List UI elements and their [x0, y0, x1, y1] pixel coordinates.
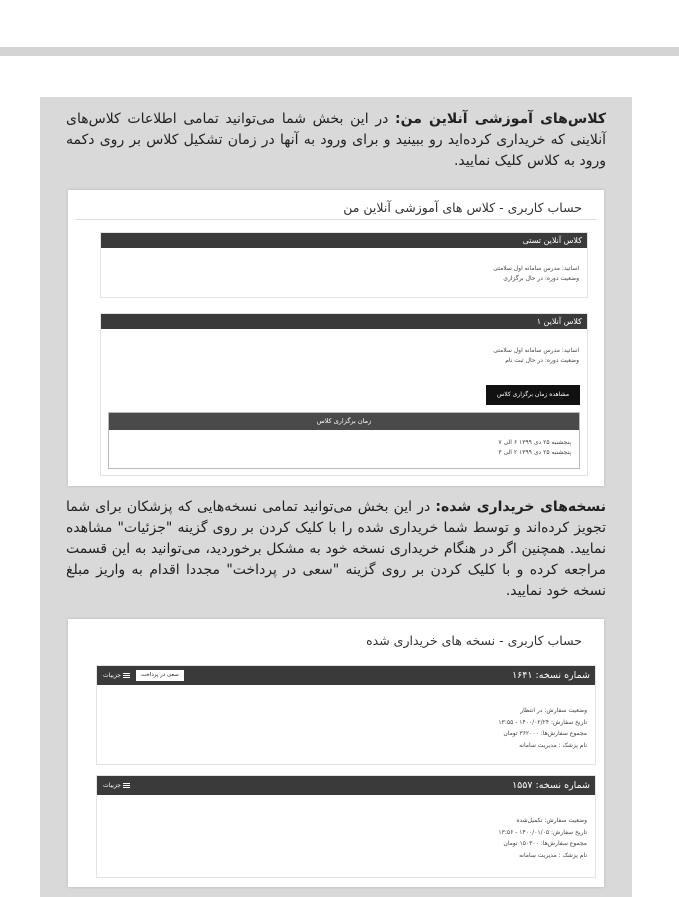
section-text-classes: در این بخش شما می‌توانید تمامی اطلاعات کلاس‌های آنلاینی که خریداری کرده‌اید رو ببینید و برای ورود به آنها در زمان تشکیل کلاس بر روی دکمه ورود به کلاس کلیک نمایید.: [66, 111, 606, 169]
retry-payment-button[interactable]: سعی در پرداخت: [136, 670, 184, 681]
schedule-header: زمان برگزاری کلاس: [109, 413, 579, 430]
title-divider: [76, 219, 596, 220]
class-card-body: [101, 248, 587, 284]
prescription-card-1557: [96, 775, 596, 878]
prescription-actions: [103, 668, 184, 683]
order-date: تاریخ سفارش: ۱۴۰۰/۰۲/۲۴ - ۱۳:۵۵: [498, 718, 587, 726]
section-heading-classes: کلاس‌های آموزشی آنلاین من:: [395, 111, 606, 127]
doctor-name: نام پزشک : مدیریت سامانه: [519, 741, 587, 749]
class-card-body: [101, 329, 587, 366]
screenshot-online-classes: [68, 190, 604, 486]
class-title: کلاس آنلاین ۱: [536, 317, 582, 326]
section-text-prescriptions: در این بخش می‌توانید تمامی نسخه‌هایی که پزشکان برای شما تجویز کرده‌اند و توسط شما خریداری شده را با کلیک کردن بر روی گزینه "جزئیات" مشاهده نمایید. همچنین اگر در هنگام خریداری نسخه خود به مشکل برخوردید، می‌توانید به این قسمت مراجعه کرده و با کلیک کردن بر روی گزینه "سعی در پرداخت" مجددا اقدام به واریز مبلغ نسخه خود نمایید.: [66, 499, 606, 599]
prescription-header: [97, 776, 595, 795]
prescription-body: [97, 795, 595, 861]
schedule-list: [109, 430, 579, 458]
details-label: جزییات: [103, 672, 121, 679]
order-status: وضعیت سفارش: در انتظار: [520, 707, 587, 714]
class-status: وضعیت دوره: در حال برگزاری: [503, 275, 579, 282]
view-schedule-button[interactable]: مشاهده زمان برگزاری کلاس: [486, 385, 580, 405]
details-link[interactable]: [103, 668, 130, 683]
prescription-card-1641: [96, 665, 596, 765]
order-total: مجموع سفارش‌ها: ۱۵۰۳۰۰ تومان: [503, 840, 587, 847]
order-date: تاریخ سفارش: ۱۴۰۰/۰۱/۰۵ - ۱۳:۵۶: [498, 828, 587, 836]
prescription-number: شماره نسخه: ۱۶۴۱: [512, 670, 590, 681]
prescription-header: [97, 666, 595, 685]
intro-paragraph-prescriptions: [66, 497, 606, 602]
class-status: وضعیت دوره: در حال ثبت نام: [505, 357, 579, 364]
class-card-header: [101, 314, 587, 329]
intro-paragraph-classes: [66, 109, 606, 172]
schedule-box: [108, 412, 580, 469]
details-label: جزییات: [103, 782, 121, 789]
screenshot-prescriptions: [68, 619, 604, 887]
schedule-item: پنجشنبه ۲۵ دی ۱۳۹۹ ۶ الی ۷: [498, 439, 571, 446]
prescription-actions: [103, 778, 130, 793]
page-title: حساب کاربری - کلاس های آموزشی آنلاین من: [343, 200, 582, 215]
page-title: حساب کاربری - نسخه های خریداری شده: [366, 633, 582, 648]
menu-lines-icon: [123, 783, 130, 788]
top-divider-bar: [0, 47, 679, 56]
schedule-item: پنجشنبه ۲۵ دی ۱۳۹۹ ۲ الی ۳: [498, 449, 571, 456]
class-teacher: اساتید: مدرس سامانه اول سلامتی: [493, 265, 579, 272]
class-card-header: [101, 233, 587, 248]
content-panel: [40, 97, 632, 897]
details-link[interactable]: [103, 778, 130, 793]
class-title: کلاس آنلاین تستی: [522, 236, 582, 245]
class-teacher: اساتید: مدرس سامانه اول سلامتی: [493, 347, 579, 354]
order-total: مجموع سفارش‌ها: ۳۶۲۰۰۰ تومان: [503, 730, 587, 737]
order-status: وضعیت سفارش: تکمیل‌شده: [516, 817, 587, 824]
class-card-1: [100, 313, 588, 476]
prescription-number: شماره نسخه: ۱۵۵۷: [512, 780, 590, 791]
doctor-name: نام پزشک : مدیریت سامانه: [519, 851, 587, 859]
class-card-test: [100, 232, 588, 298]
prescription-body: [97, 685, 595, 751]
section-heading-prescriptions: نسخه‌های خریداری شده:: [435, 499, 606, 515]
menu-lines-icon: [123, 673, 130, 678]
